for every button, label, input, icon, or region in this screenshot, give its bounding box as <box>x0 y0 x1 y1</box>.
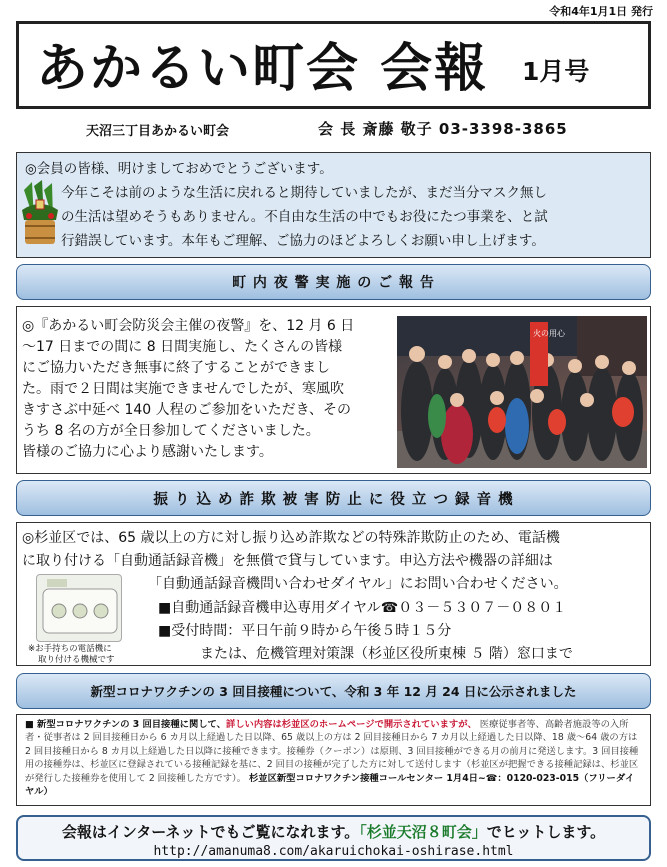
vaccine-notice: 詳しい内容は杉並区のホームページで開示されていますが、 <box>225 719 477 730</box>
section-heading-patrol: 町 内 夜 警 実 施 の ご 報 告 <box>16 264 651 300</box>
lantern-label: 火の用心 <box>533 329 565 338</box>
greeting-line: ◎会員の皆様、明けましておめでとうございます。 <box>25 161 333 177</box>
patrol-line: うち 8 名の方が全日参加してくださいました。 <box>22 423 320 439</box>
greeting-line: 今年こそは前のような生活に戻れると期待していましたが、まだ当分マスク無し <box>61 185 547 201</box>
greeting-line: 行錯誤しています。本年もご理解、ご協力のほどよろしくお願い申し上げます。 <box>61 233 545 249</box>
section-heading-vaccine: 新型コロナワクチンの 3 回目接種について、令和 3 年 12 月 24 日に公示されました <box>16 673 651 709</box>
vaccine-body: 医療従事者等、高齢者施設等の入所者・従事者は 2 回目接種日から 6 カ月以上経過した日以降、65 歳以上の方は 2 回目接種日から 7 カ月以上経過した日以降、18 歳～64 歳の方は 2 回目接種日から 8 カ月以上経過した日以降に接種できます。接種券（クーポン）は原則、3 回目接種ができる月の前月に発送します。3 回目接種用の接種券は、杉並区に登録されている接種記録を基に、2 回目の接種が完了した方に対して送付します（杉並区が把握できる接種記録は、杉並区が発行した接種券を使用して 2 回接種した方です）。 <box>25 719 639 784</box>
website-url-link[interactable]: http://amanuma8.com/akaruichokai-oshirase.html <box>153 844 514 859</box>
patrol-line: 皆様のご協力に心より感謝いたします。 <box>22 444 273 460</box>
fraud-hours-line: ■受付時間：平日午前９時から午後５時１５分 <box>158 623 452 639</box>
issue-date: 令和4年1月1日 発行 <box>549 5 653 18</box>
fraud-counter-line: または、危機管理対策課（杉並区役所東棟 ５ 階）窓口まで <box>200 646 573 662</box>
footer-text: 会報はインターネットでもご覧になれます。 <box>61 823 360 841</box>
patrol-line: きすさぶ中延べ 140 人程のご参加をいただき、その <box>22 402 352 418</box>
vaccine-callcenter: 杉並区新型コロナワクチン接種コールセンター 1月4日~☎：0120-023-015（フリーダイヤル） <box>25 772 635 798</box>
device-caption: ※お手持ちの電話機に 取り付ける機械です <box>28 644 115 665</box>
month-label: 1月号 <box>522 57 590 86</box>
fraud-dial-line: ■自動通話録音機申込専用ダイヤル☎０３－５３０７－０８０１ <box>158 600 567 616</box>
patrol-line: ◎『あかるい町会防災会主催の夜警』を、12 月 6 日 <box>22 318 355 334</box>
vaccine-section <box>16 714 651 806</box>
patrol-line: にご協力いただき無事に終了することができまし <box>22 360 330 376</box>
greeting-line: の生活は望めそうもありません。不自由な生活の中でもお役にたつ事業を、と試 <box>61 209 548 225</box>
night-patrol-photo <box>397 316 647 468</box>
section-heading-fraud: 振 り 込 め 詐 欺 被 害 防 止 に 役 立 つ 録 音 機 <box>16 480 651 516</box>
fraud-line: に取り付ける「自動通話録音機」を無償で貸与しています。申込方法や機器の詳細は <box>22 553 553 569</box>
fraud-line: ◎杉並区では、65 歳以上の方に対し振り込め詐欺などの特殊詐欺防止のため、電話機 <box>22 530 560 546</box>
fraud-line: 「自動通話録音機問い合わせダイヤル」にお問い合わせください。 <box>148 576 568 592</box>
patrol-line: ～17 日までの間に 8 日間実施し、たくさんの皆様 <box>22 339 343 355</box>
footer-box <box>16 815 651 861</box>
call-recorder-device-image <box>36 574 122 642</box>
footer-text-end: でヒットします。 <box>486 823 606 841</box>
search-keyword: 「杉並天沼８町会」 <box>359 823 487 841</box>
newsletter-title: あかるい町会 会報 <box>36 39 489 99</box>
vaccine-intro: ■ 新型コロナワクチンの 3 回目接種に関して、 <box>25 719 226 730</box>
patrol-line: た。雨で２日間は実施できませんでしたが、寒風吹 <box>22 381 344 397</box>
president-contact: 会 長 斎藤 敬子 03-3398-3865 <box>318 120 568 138</box>
kadomatsu-icon <box>20 180 60 250</box>
organization-name: 天沼三丁目あかるい町会 <box>86 124 230 139</box>
greeting-section <box>16 152 651 258</box>
